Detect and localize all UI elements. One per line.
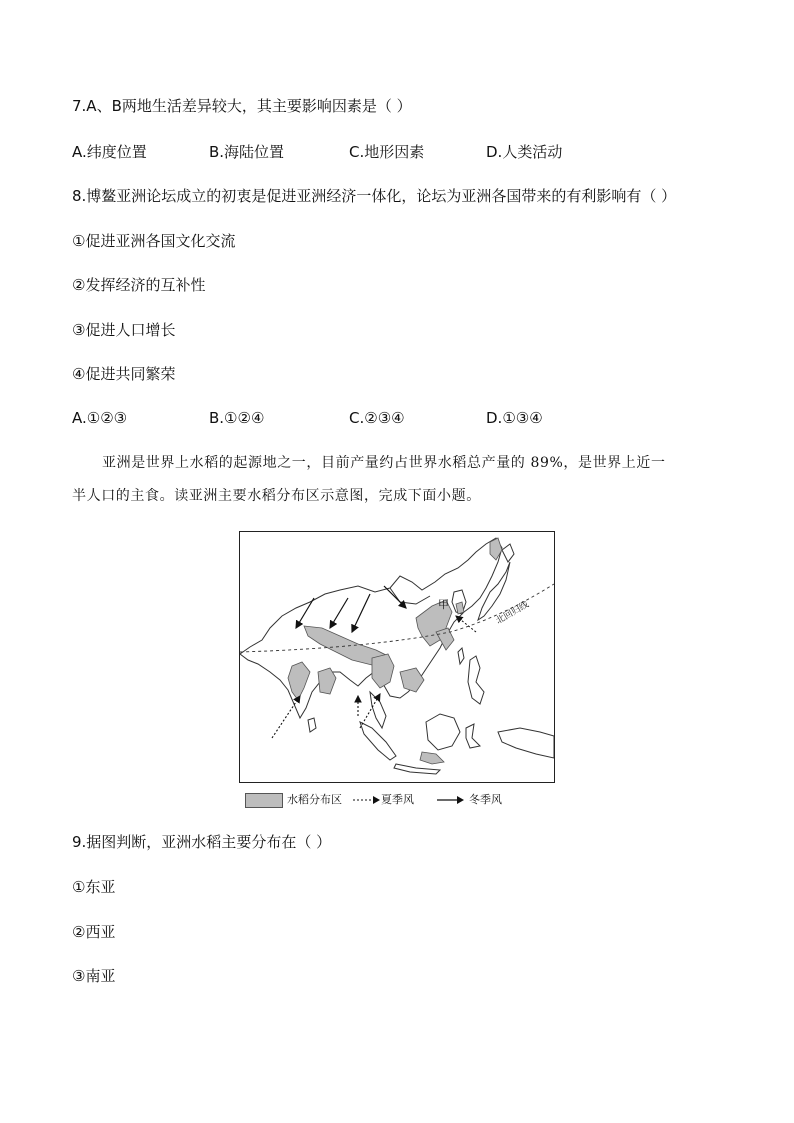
rice-areas [288, 538, 502, 764]
legend-winter-label: 冬季风 [469, 793, 502, 806]
question-9-stem: 9.据图判断，亚洲水稻主要分布在（ ） [72, 833, 332, 851]
asia-rice-map [239, 531, 555, 783]
winter-monsoon-arrows [296, 586, 406, 632]
asia-rice-map-svg [240, 532, 554, 782]
q7-option-c: C.地形因素 [349, 143, 425, 161]
q7-option-d: D.人类活动 [486, 143, 563, 161]
q9-item-1: ①东亚 [72, 878, 116, 896]
winter-monsoon-arrow [296, 598, 314, 628]
reading-passage [72, 447, 732, 513]
summer-monsoon-arrow [456, 616, 476, 632]
q8-option-d: D.①③④ [486, 409, 543, 427]
land-outline [240, 538, 554, 774]
passage-line-1: 亚洲是世界上水稻的起源地之一，目前产量约占世界水稻总产量的 89%，是世界上近一 [102, 455, 666, 471]
q8-option-a: A.①②③ [72, 409, 128, 427]
rice-legend-swatch [245, 793, 283, 808]
legend-summer-label: 夏季风 [381, 793, 414, 806]
passage-line-2: 半人口的主食。读亚洲主要水稻分布区示意图，完成下面小题。 [72, 488, 481, 504]
question-8-stem: 8.博鳌亚洲论坛成立的初衷是促进亚洲经济一体化，论坛为亚洲各国带来的有利影响有（ ） [72, 187, 677, 205]
q9-item-3: ③南亚 [72, 967, 116, 985]
q7-option-a: A.纬度位置 [72, 143, 147, 161]
q8-option-b: B.①②④ [209, 409, 265, 427]
q9-item-2: ②西亚 [72, 923, 116, 941]
q8-item-2: ②发挥经济的互补性 [72, 276, 206, 294]
winter-monsoon-arrow [352, 594, 370, 632]
question-7-stem: 7.A、B两地生活差异较大，其主要影响因素是（ ） [72, 97, 412, 115]
winter-monsoon-arrow [384, 586, 406, 608]
q8-item-4: ④促进共同繁荣 [72, 365, 176, 383]
summer-monsoon-legend-icon [353, 795, 381, 805]
q8-option-c: C.②③④ [349, 409, 405, 427]
summer-monsoon-arrow [272, 696, 300, 738]
q7-option-b: B.海陆位置 [209, 143, 285, 161]
legend-rice-label: 水稻分布区 [287, 793, 342, 806]
summer-monsoon-arrow [360, 694, 380, 728]
q8-item-3: ③促进人口增长 [72, 321, 176, 339]
label-jia: 甲 [438, 598, 449, 611]
q8-item-1: ①促进亚洲各国文化交流 [72, 232, 236, 250]
winter-monsoon-legend-icon [437, 795, 465, 805]
winter-monsoon-arrow [330, 598, 348, 628]
tropic-label: 北回归线 [494, 599, 531, 627]
